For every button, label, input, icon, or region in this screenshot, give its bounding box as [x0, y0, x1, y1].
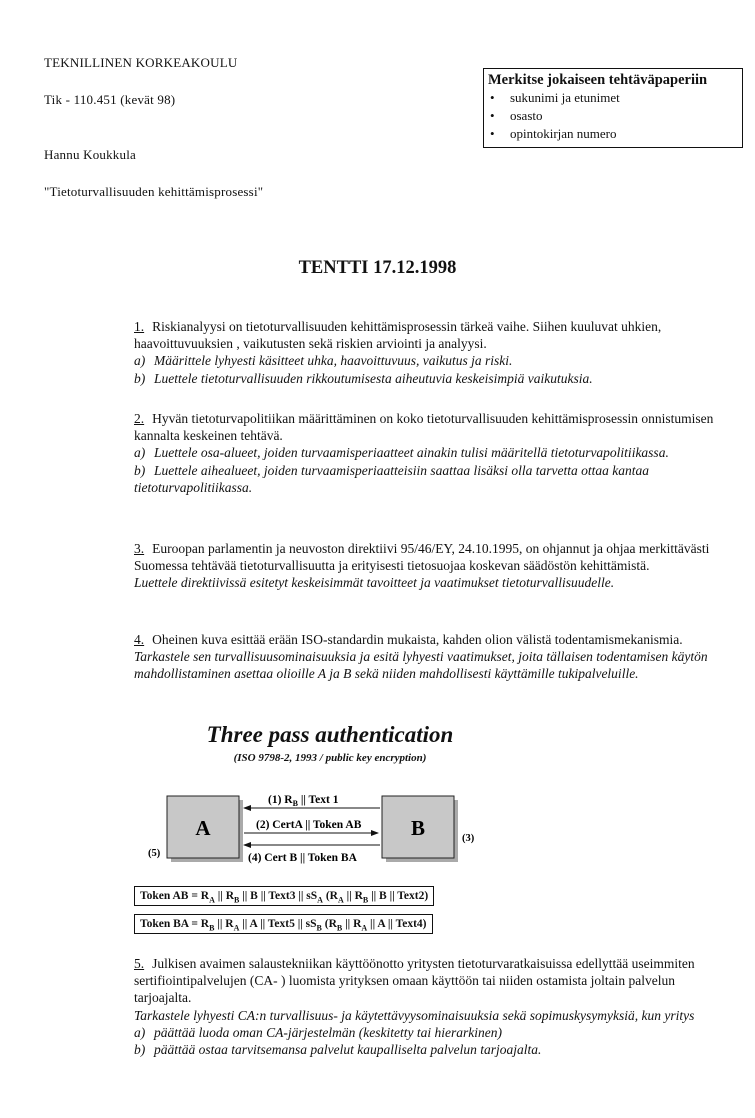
question-5: [134, 955, 719, 1058]
notice-item: • osasto: [488, 107, 738, 125]
subquestion-text: päättää ostaa tarvitsemansa palvelut kaupalliselta palvelun tarjoajalta.: [154, 1042, 542, 1058]
figure-title: Three pass authentication: [206, 722, 454, 747]
subquestion-label: b): [134, 1042, 146, 1058]
message-2-label: (2) CertA || Token AB: [256, 819, 362, 831]
question-task: Tarkastele lyhyesti CA:n turvallisuus- ja käytettävyysominaisuuksia sekä sopimuskysymyksiä, kun yritys: [134, 1007, 695, 1023]
message-3-label: (3): [462, 833, 475, 844]
lecturer-name: Hannu Koukkula: [44, 147, 136, 162]
subquestion-label: a): [134, 353, 146, 369]
subquestion-text: Luettele aihealueet, joiden turvaamisperiaatteisiin saattaa lisäksi olla tarvetta ottaa kantaa tietoturvapolitiikassa.: [134, 462, 649, 495]
exam-title: TENTTI 17.12.1998: [298, 258, 457, 278]
question-text: Riskianalyysi on tietoturvallisuuden kehittämisprosessin tärkeä vaihe. Siihen kuuluvat uhkien, haavoittuvuuksien , vaikutusten sekä riskien arviointi ja analyysi.: [134, 319, 662, 352]
subquestion-label: b): [134, 462, 146, 478]
token-ba-formula: Token BA = $R_B$ || $R_A$ || A || Text5 || $sS_B$ ($R_B$ || $R_A$ || A || Text4): [134, 914, 433, 934]
notice-box: [483, 68, 743, 148]
question-number: 3.: [134, 541, 145, 556]
question-3: [134, 540, 719, 592]
subquestion-text: Luettele tietoturvallisuuden rikkoutumisesta aiheutuvia keskeisimpiä vaikutuksia.: [154, 370, 593, 386]
subquestion-text: päättää luoda oman CA-järjestelmän (keskitetty tai hierarkinen): [154, 1024, 502, 1040]
question-1: [134, 318, 719, 387]
question-task: Tarkastele sen turvallisuusominaisuuksia ja esitä lyhyesti vaatimukset, joita tällaisen todentamisen käytön mahdollistaminen asettaa olioille A ja B sekä niiden mahdollisesti käyttämille tukipalveluille.: [134, 649, 708, 682]
subquestion-label: a): [134, 1024, 146, 1040]
question-text: Hyvän tietoturvapolitiikan määrittäminen on koko tietoturvallisuuden kehittämisprosessin onnistumisen kannalta keskeinen tehtävä.: [134, 411, 714, 444]
question-2: [134, 410, 719, 496]
message-5-label: (5): [148, 848, 161, 859]
subquestion-label: b): [134, 370, 146, 386]
entity-a-label: A: [195, 816, 211, 840]
course-code: Tik - 110.451 (kevät 98): [44, 92, 176, 107]
question-text: Euroopan parlamentin ja neuvoston direktiivi 95/46/EY, 24.10.1995, on ohjannut ja ohjaa merkittävästi Suomessa tehtävää tietoturvallisuutta ja erityisesti tietosuojaa koskevan säädöstön kehittämistä.: [134, 541, 710, 574]
notice-list: [488, 89, 738, 143]
entity-b-label: B: [410, 816, 426, 840]
subquestion-label: a): [134, 445, 146, 461]
notice-item: • opintokirjan numero: [488, 125, 738, 143]
subquestion-text: Luettele osa-alueet, joiden turvaamisperiaatteet ainakin tulisi määritellä tietoturvapolitiikassa.: [154, 445, 669, 461]
question-text: Oheinen kuva esittää erään ISO-standardin mukaista, kahden olion välistä todentamismekanismia.: [152, 632, 683, 647]
notice-title: Merkitse jokaiseen tehtäväpaperiin: [488, 72, 708, 88]
question-number: 5.: [134, 956, 145, 971]
subquestion-text: Määrittele lyhyesti käsitteet uhka, haavoittuvuus, vaikutus ja riski.: [154, 353, 513, 369]
question-number: 4.: [134, 632, 145, 647]
institution: TEKNILLINEN KORKEAKOULU: [44, 55, 238, 70]
notice-item: • sukunimi ja etunimet: [488, 89, 738, 107]
token-ab-formula: Token AB = $R_A$ || $R_B$ || B || Text3 || $sS_A$ ($R_A$ || $R_B$ || B || Text2): [134, 886, 434, 906]
question-4: [134, 631, 719, 683]
course-title: "Tietoturvallisuuden kehittämisprosessi": [44, 184, 264, 199]
authentication-diagram: [140, 785, 500, 875]
message-1-label: (1) $R_B$ || Text 1: [268, 794, 339, 808]
question-number: 2.: [134, 411, 145, 426]
question-task: Luettele direktiivissä esitetyt keskeisimmät tavoitteet ja vaatimukset tietoturvallisuudelle.: [134, 575, 615, 591]
message-4-label: (4) Cert B || Token BA: [248, 852, 357, 864]
question-text: Julkisen avaimen salaustekniikan käyttöönotto yritysten tietoturvaratkaisuissa edellyttää useimmiten sertifiointipalvelujen (CA- ) luomista yrityksen omaan käyttöön tai niiden ostamista joltain palvelun tarjoajalta.: [134, 956, 695, 1006]
question-number: 1.: [134, 319, 145, 334]
figure-subtitle: (ISO 9798-2, 1993 / public key encryption): [233, 752, 427, 764]
